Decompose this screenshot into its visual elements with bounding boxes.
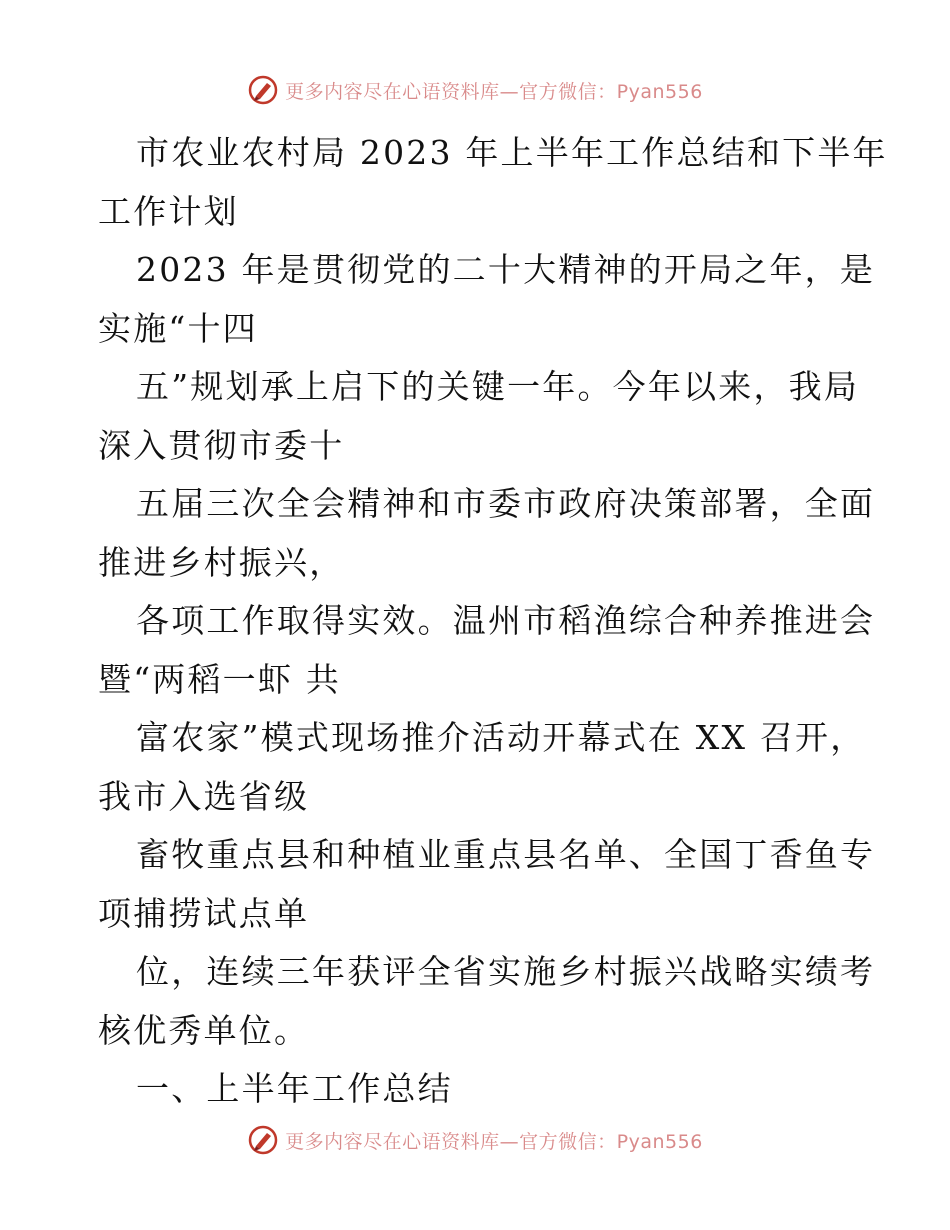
document-line: 推进乡村振兴，: [98, 542, 345, 582]
document-line: 工作计划: [98, 191, 239, 231]
watermark-text: 更多内容尽在心语资料库—官方微信：Pyan556: [285, 80, 703, 103]
pen-logo-icon: [247, 1124, 279, 1156]
document-line: 富农家”模式现场推介活动开幕式在 XX 召开，: [136, 718, 866, 757]
document-line: 项捕捞试点单: [98, 893, 310, 933]
document-line: 位，连续三年获评全省实施乡村振兴战略实绩考: [136, 952, 876, 991]
pen-logo-icon: [247, 74, 279, 106]
document-line: 市农业农村局 2023 年上半年工作总结和下半年: [136, 133, 888, 172]
document-line: 我市入选省级: [98, 776, 310, 816]
document-line: 各项工作取得实效。温州市稻渔综合种养推进会: [136, 601, 876, 640]
watermark-footer: [0, 1122, 950, 1158]
document-line: 深入贯彻市委十: [98, 425, 345, 465]
document-line: 五”规划承上启下的关键一年。今年以来，我局: [136, 367, 860, 406]
watermark-header: [0, 72, 950, 108]
document-line: 实施“十四: [98, 308, 258, 348]
document-line: 2023 年是贯彻党的二十大精神的开局之年，是: [136, 250, 876, 289]
document-line: 核优秀单位。: [98, 1010, 310, 1050]
document-line: 暨“两稻一虾 共: [98, 659, 341, 699]
document-line: 一、上半年工作总结: [136, 1069, 453, 1108]
document-line: 五届三次全会精神和市委市政府决策部署，全面: [136, 484, 876, 523]
watermark-text: 更多内容尽在心语资料库—官方微信：Pyan556: [285, 1130, 703, 1153]
document-line: 畜牧重点县和种植业重点县名单、全国丁香鱼专: [136, 835, 876, 874]
document-body: [98, 124, 888, 1119]
